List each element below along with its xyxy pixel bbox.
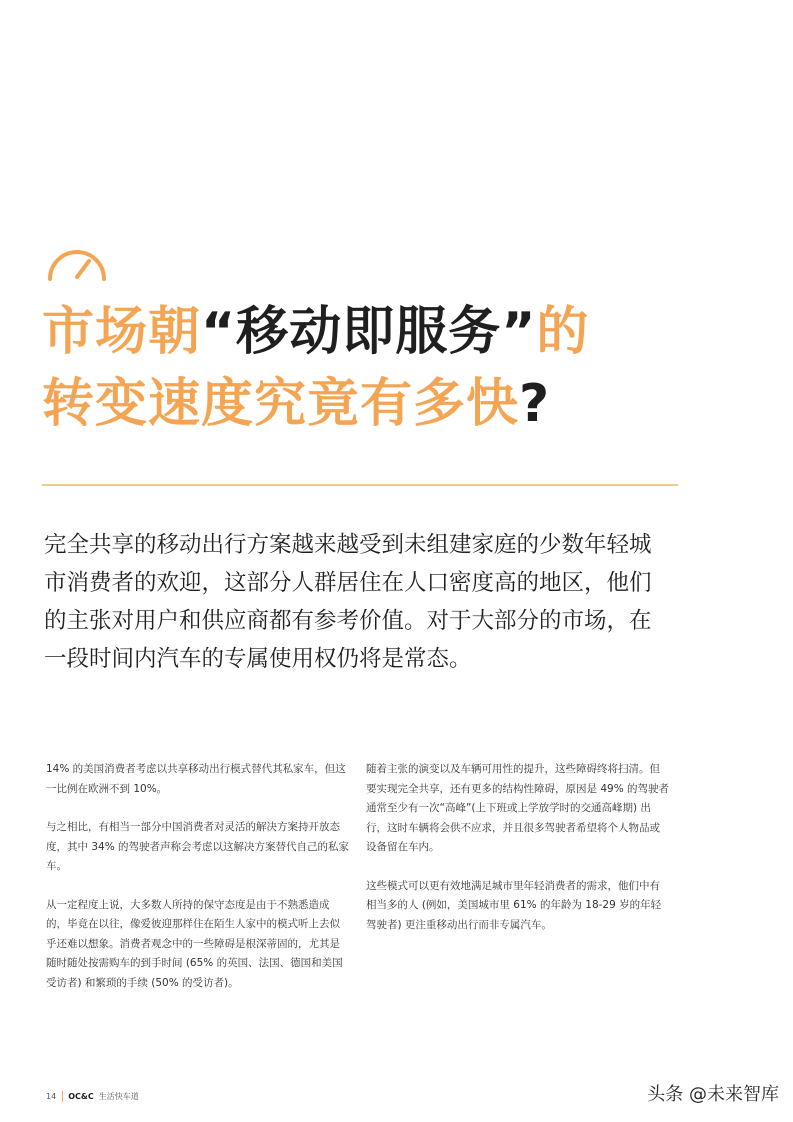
watermark: 头条 @未来智库 [647,1084,779,1105]
speedometer-icon [44,243,110,283]
title-part-2: “移动即服务” [201,302,537,362]
right-column [366,760,669,954]
footer-divider [62,1091,63,1102]
title-part-4: 转变速度究竟有多快 [42,374,520,434]
title-part-1: 市场朝 [42,302,202,362]
title-part-3: 的 [536,302,590,362]
footer-subtitle: 生活快车道 [98,1092,139,1101]
left-column [46,760,349,1012]
body-paragraph: 这些模式可以更有效地满足城市里年轻消费者的需求，他们中有相当多的人 (例如，美国城市里 61% 的年龄为 18-29 岁的年轻驾驶者) 更注重移动出行而非专属汽车。 [366,879,662,931]
title-part-5: ? [519,374,551,434]
page-footer [46,1091,139,1102]
title-divider [42,484,678,486]
body-paragraph: 与之相比，有相当一部分中国消费者对灵活的解决方案持开放态度，其中 34% 的驾驶者声称会考虑以这解决方案替代自己的私家车。 [46,821,350,872]
body-paragraph: 从一定程度上说，大多数人所持的保守态度是由于不熟悉造成的，毕竟在以往，像爱彼迎那样住在陌生人家中的模式听上去似乎还难以想象。消费者观念中的一些障碍是根深蒂固的，尤其是随时随处按需购车的到手时间 (65% 的英国、法国、德国和美国受访者) 和繁琐的手续 (50% 的受访者)。 [46,898,343,989]
body-paragraph: 14% 的美国消费者考虑以共享移动出行模式替代其私家车，但这一比例在欧洲不到 10%。 [46,763,346,795]
body-paragraph: 随着主张的演变以及车辆可用性的提升，这些障碍终将扫清。但要实现完全共享，还有更多的结构性障碍，原因是 49% 的驾驶者通常至少有一次“高峰”(上下班或上学放学时的交通高峰期) 出行，这时车辆将会供不应求，并且很多驾驶者希望将个人物品或设备留在车内。 [366,763,670,853]
page-title [42,296,742,440]
page-number: 14 [46,1092,57,1101]
footer-brand: OC&C [68,1092,94,1101]
lead-paragraph: 完全共享的移动出行方案越来越受到未组建家庭的少数年轻城市消费者的欢迎，这部分人群居住在人口密度高的地区，他们的主张对用户和供应商都有参考价值。对于大部分的市场，在一段时间内汽车的专属使用权仍将是常态。 [44,532,652,672]
